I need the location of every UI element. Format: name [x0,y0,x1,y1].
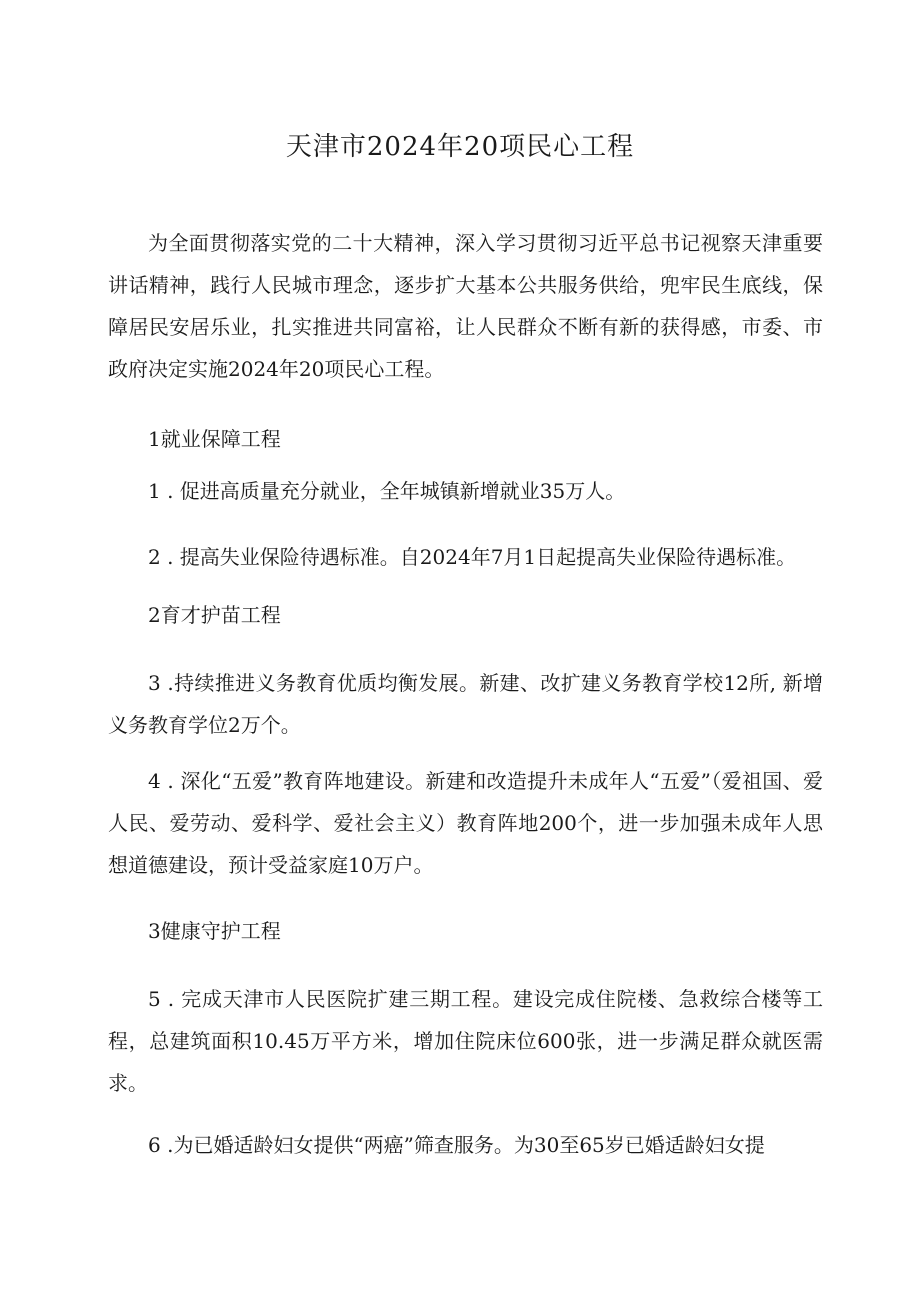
item-1-paragraph: 1 . 促进高质量充分就业，全年城镇新增就业35万人。 [148,479,626,503]
section-heading-education: 2育才护苗工程 [148,603,281,627]
item-5-paragraph: 5 . 完成天津市人民医院扩建三期工程。建设完成住院楼、急救综合楼等工程，总建筑面积10.45万平方米，增加住院床位600张，进一步满足群众就医需求。 [108,987,823,1095]
item-2-paragraph: 2 . 提高失业保险待遇标准。自2024年7月1日起提高失业保险待遇标准。 [148,545,797,569]
section-heading-employment: 1就业保障工程 [148,427,281,451]
document-title: 天津市2024年20项民心工程 [285,132,635,162]
intro-paragraph: 为全面贯彻落实党的二十大精神，深入学习贯彻习近平总书记视察天津重要讲话精神，践行人民城市理念，逐步扩大基本公共服务供给，兜牢民生底线，保障居民安居乐业，扎实推进共同富裕，让人民群众不断有新的获得感，市委、市政府决定实施2024年20项民心工程。 [108,231,823,381]
item-3-paragraph: 3 .持续推进义务教育优质均衡发展。新建、改扩建义务教育学校12所, 新增义务教育学位2万个。 [108,671,823,737]
item-4-paragraph: 4 . 深化“五爱”教育阵地建设。新建和改造提升未成年人“五爱”（爱祖国、爱人民、爱劳动、爱科学、爱社会主义）教育阵地200个，进一步加强未成年人思想道德建设，预计受益家庭10万户。 [108,769,823,877]
item-6-paragraph: 6 .为已婚适龄妇女提供“两癌”筛查服务。为30至65岁已婚适龄妇女提 [148,1133,765,1157]
section-heading-health: 3健康守护工程 [148,919,281,943]
